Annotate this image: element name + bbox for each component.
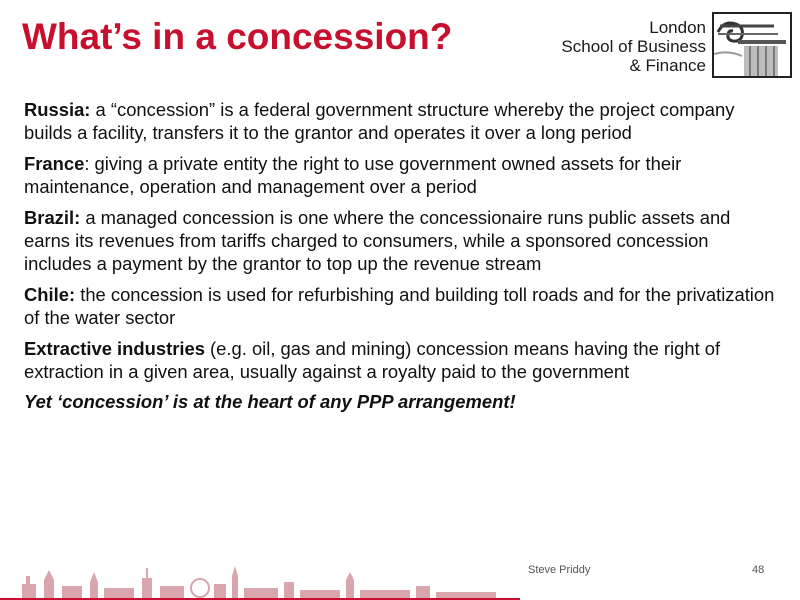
definition-france: : giving a private entity the right to use government owned assets for their maintenance, operation and management over a period <box>24 152 682 198</box>
school-logo <box>560 8 798 80</box>
closing-statement: Yet ‘concession’ is at the heart of any PPP arrangement! <box>24 391 516 413</box>
slide-title: What’s in a concession? <box>22 16 453 57</box>
term-france: France <box>24 152 85 174</box>
term-russia: Russia: <box>24 99 91 120</box>
slide-footer <box>0 560 800 600</box>
london-skyline-icon <box>0 560 520 600</box>
paragraph-brazil <box>24 206 776 276</box>
definition-brazil: a managed concession is one where the concessionaire runs public assets and earns its revenues from tariffs charged to consumers, while a sponsored concession includes a payment by the grantor to top up the revenue stream <box>24 206 731 275</box>
paragraph-russia <box>24 98 776 145</box>
paragraph-france <box>24 152 776 199</box>
definition-russia: a “concession” is a federal government structure whereby the project company builds a facility, transfers it to the grantor and operates it over a long period <box>24 99 735 144</box>
logo-text <box>561 18 706 75</box>
column-capital-icon <box>712 12 792 78</box>
paragraph-extractive-industries <box>24 337 776 384</box>
logo-line-2: School of Business <box>561 37 706 56</box>
term-brazil: Brazil: <box>24 206 81 228</box>
term-chile: Chile: <box>24 283 76 305</box>
logo-line-3: & Finance <box>629 56 706 75</box>
term-extractive-industries: Extractive industries <box>24 337 205 359</box>
slide-body <box>24 98 776 414</box>
page-number: 48 <box>752 564 765 576</box>
definition-chile: the concession is used for refurbishing and building toll roads and for the privatization of the water sector <box>24 283 775 329</box>
definition-extractive-industries: (e.g. oil, gas and mining) concession means having the right of extraction in a given area, usually against a royalty paid to the government <box>24 337 721 383</box>
footer-author: Steve Priddy <box>528 564 591 576</box>
logo-line-1: London <box>649 18 706 37</box>
paragraph-chile <box>24 283 776 330</box>
